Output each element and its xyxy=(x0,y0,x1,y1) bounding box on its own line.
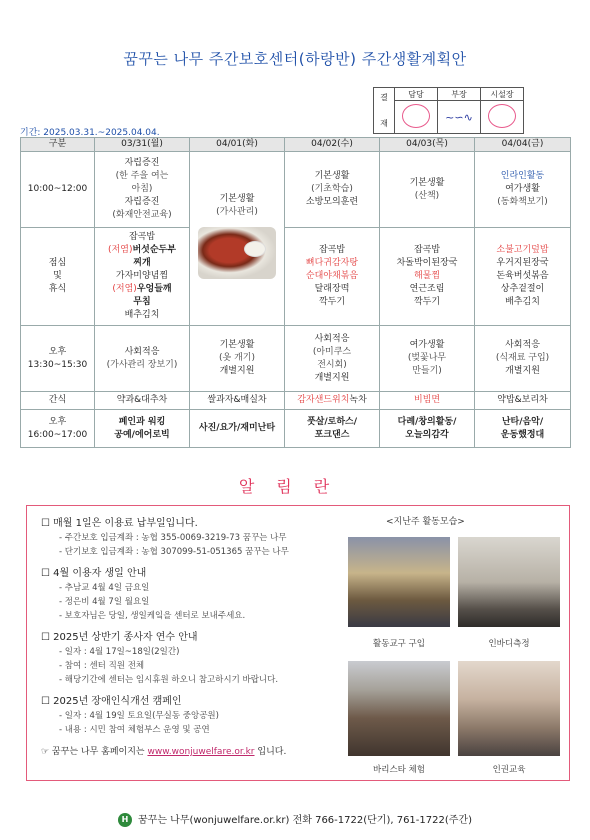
text-line: 자립증진 xyxy=(124,158,160,168)
approval-seal-staff xyxy=(395,101,438,134)
cell-mon-afternoon xyxy=(95,326,190,392)
text-line: 우엉들깨 xyxy=(136,284,172,294)
text-line: 오후 xyxy=(48,346,67,357)
cell-tue-late xyxy=(190,410,285,448)
header-category: 구분 xyxy=(21,138,95,152)
text-line: 만들기) xyxy=(412,366,442,376)
photo-barista xyxy=(348,661,450,756)
cell-thu-morning xyxy=(380,152,475,228)
cell-mon-snack: 약과&대추차 xyxy=(95,392,190,410)
time-late xyxy=(21,410,95,448)
text-line: 기본생활 xyxy=(409,177,445,188)
text-line: 감자샌드위치 xyxy=(297,395,350,405)
time-afternoon xyxy=(21,326,95,392)
text-line: (가사관리 장보기) xyxy=(106,359,178,370)
text-line: 기본생활 xyxy=(219,340,255,350)
text-line: 여가생활 xyxy=(505,184,540,194)
cell-wed-late xyxy=(285,410,380,448)
text-line: 잡곡밥 xyxy=(318,245,346,255)
text-line: (벚꽃나무 xyxy=(407,353,447,363)
cell-wed-snack xyxy=(285,392,380,410)
photo-supplies-shopping xyxy=(348,537,450,627)
footer xyxy=(0,811,590,827)
text-line: 배추김치 xyxy=(124,310,160,320)
row-snack xyxy=(21,392,571,410)
text-line: 공예/에어로빅 xyxy=(114,429,170,440)
text-line: (가사관리) xyxy=(216,207,258,217)
text-line: 잡곡밥 xyxy=(413,245,441,255)
text-line: 사진/요가/재미난타 xyxy=(198,423,276,433)
text-line: 깍두기 xyxy=(413,297,441,307)
notice-heading: ☐ 2025년 상반기 종사자 연수 안내 xyxy=(41,632,198,643)
notice-item: - 참여 : 센터 직원 전체 xyxy=(59,661,145,671)
cell-mon-late xyxy=(95,410,190,448)
header-fri: 04/04(금) xyxy=(475,138,571,152)
header-thu: 04/03(목) xyxy=(380,138,475,152)
homepage-suffix: 입니다. xyxy=(257,747,287,757)
text-line: 해물찜 xyxy=(413,271,441,281)
approval-signature-manager xyxy=(438,101,481,134)
seal-stamp-icon xyxy=(402,104,430,128)
approval-header-director: 시설장 xyxy=(481,88,524,101)
low-salt-tag: (저염) xyxy=(112,284,137,294)
notice-section-birthday xyxy=(41,566,361,623)
notice-section-training xyxy=(41,630,361,687)
text-line: 오늘의감각 xyxy=(405,429,449,440)
photo-inbody xyxy=(458,537,560,627)
text-line: 순대야채볶음 xyxy=(305,271,359,281)
text-line: 우거지된장국 xyxy=(496,258,549,268)
text-line: 소방모의훈련 xyxy=(305,197,359,207)
text-line: (식재료 구입) xyxy=(495,353,550,363)
text-line: 13:30~15:30 xyxy=(27,359,88,370)
cell-wed-lunch xyxy=(285,228,380,326)
cell-thu-afternoon xyxy=(380,326,475,392)
text-line: 사회적응 xyxy=(505,340,540,350)
text-line: 페인과 워킹 xyxy=(118,416,166,427)
text-line: (한 주을 여는 xyxy=(115,171,169,181)
text-line: 연근조림 xyxy=(409,284,445,294)
homepage-link[interactable]: www.wonjuwelfare.or.kr xyxy=(147,747,255,757)
notice-item: - 주간보호 입금계좌 : 농협 355-0069-3219-73 꿈꾸는 나무 xyxy=(59,533,287,543)
text-line: (동화책보기) xyxy=(497,197,548,207)
text-line: 녹차 xyxy=(349,395,367,405)
approval-seal-director xyxy=(481,101,524,134)
cell-thu-lunch xyxy=(380,228,475,326)
notice-heading: ☐ 매월 1일은 이용료 납부일입니다. xyxy=(41,518,198,529)
footer-text: 꿈꾸는 나무(wonjuwelfare.or.kr) 전화 766-1722(단기), 761-1722(주간) xyxy=(138,815,472,826)
text-line: 뼈다귀감자탕 xyxy=(305,258,359,268)
notice-list xyxy=(41,516,361,757)
center-logo-icon: H xyxy=(118,813,132,827)
homepage-line xyxy=(41,744,361,757)
text-line: 기본생활 xyxy=(219,194,255,204)
text-line: 달래장떡 xyxy=(314,284,350,294)
schedule-period: 기간: 2025.03.31.~2025.04.04. xyxy=(20,128,160,138)
text-line: 잡곡밥 xyxy=(128,232,156,242)
notice-item: - 정은비 4월 7일 월요일 xyxy=(59,597,150,607)
text-line: 찌개 xyxy=(133,258,151,268)
weekly-schedule-table xyxy=(20,137,571,448)
text-line: 휴식 xyxy=(48,284,67,294)
text-line: 풋살/로하스/ xyxy=(306,416,358,427)
lunch-photo xyxy=(198,227,276,279)
header-tue: 04/01(화) xyxy=(190,138,285,152)
time-morning: 10:00~12:00 xyxy=(21,152,95,228)
cell-mon-morning xyxy=(95,152,190,228)
cell-fri-late xyxy=(475,410,571,448)
cell-thu-snack: 비빔면 xyxy=(380,392,475,410)
text-line: 오후 xyxy=(48,416,67,427)
text-line: 전시회) xyxy=(317,359,347,370)
cell-thu-late xyxy=(380,410,475,448)
text-line: (옷 개기) xyxy=(219,353,255,363)
cell-tue-afternoon xyxy=(190,326,285,392)
text-line: 개별지원 xyxy=(505,366,540,376)
text-line: 차돌박이된장국 xyxy=(396,258,458,268)
text-line: 난타/음악/ xyxy=(501,416,544,427)
low-salt-tag: (저염) xyxy=(108,245,133,255)
approval-label: 결 재 xyxy=(374,88,395,134)
approval-header-staff: 담당 xyxy=(395,88,438,101)
text-line: 및 xyxy=(53,271,62,281)
approval-box xyxy=(373,87,524,134)
cell-wed-morning xyxy=(285,152,380,228)
text-line: 운동했정대 xyxy=(500,429,545,440)
gallery-label: <지난주 활동모습> xyxy=(386,517,465,527)
signature-icon: ~∽∿ xyxy=(445,110,473,124)
text-line: 소불고기덮밥 xyxy=(496,245,549,255)
header-wed: 04/02(수) xyxy=(285,138,380,152)
text-line: 돈육버섯볶음 xyxy=(496,271,549,281)
notice-item: - 단기보호 입금계좌 : 농협 307099-51-051365 꿈꾸는 나무 xyxy=(59,547,289,557)
photo-caption: 인바디측정 xyxy=(488,639,530,649)
text-line: 여가생활 xyxy=(409,340,445,350)
header-mon: 03/31(월) xyxy=(95,138,190,152)
text-line: 아침) xyxy=(131,184,153,194)
text-line: 무침 xyxy=(133,297,151,307)
notice-item: - 해당기간에 센터는 임시휴원 하오니 참고하시기 바랍니다. xyxy=(59,675,279,685)
notice-title: 알림란 xyxy=(238,477,352,496)
cell-tue-snack: 쌀과자&매실차 xyxy=(190,392,285,410)
text-line: 자립증진 xyxy=(124,197,160,207)
homepage-prefix: ☞ 꿈꾸는 나무 홈페이지는 xyxy=(41,747,145,757)
text-line: 개별지원 xyxy=(219,366,255,376)
cell-fri-afternoon xyxy=(475,326,571,392)
text-line: (아미쿠스 xyxy=(312,346,352,357)
notice-heading: ☐ 4월 이용자 생일 안내 xyxy=(41,568,147,579)
cell-fri-lunch xyxy=(475,228,571,326)
notice-item: - 보호자님은 당일, 생일케잌을 센터로 보내주세요. xyxy=(59,611,246,621)
cell-wed-afternoon xyxy=(285,326,380,392)
time-lunch xyxy=(21,228,95,326)
cell-tue-morning-lunch xyxy=(190,152,285,326)
row-morning xyxy=(21,152,571,228)
text-line: 상추겉절이 xyxy=(500,284,545,294)
row-late-afternoon xyxy=(21,410,571,448)
snack-label: 간식 xyxy=(21,392,95,410)
approval-header-manager: 부장 xyxy=(438,88,481,101)
text-line: 기본생활 xyxy=(314,171,350,181)
photo-caption: 활동교구 구입 xyxy=(373,639,425,649)
text-line: 인라인활동 xyxy=(500,171,545,181)
photo-caption: 인권교육 xyxy=(492,765,526,775)
text-line: 점심 xyxy=(48,258,67,268)
cell-mon-lunch xyxy=(95,228,190,326)
notice-item: - 내용 : 시민 참여 체험부스 운영 및 공연 xyxy=(59,725,210,735)
text-line: 사회적응 xyxy=(124,346,160,357)
seal-stamp-icon xyxy=(488,104,516,128)
text-line: 포크댄스 xyxy=(314,429,350,440)
notice-section-fee xyxy=(41,516,361,559)
text-line: 다례/창의활동/ xyxy=(397,416,457,427)
notice-item: - 일자 : 4월 19일 토요일(무실동 중앙공원) xyxy=(59,711,219,721)
schedule-header-row xyxy=(21,138,571,152)
text-line: 개별지원 xyxy=(314,372,350,383)
text-line: 버섯순두부 xyxy=(132,245,176,255)
cell-fri-morning xyxy=(475,152,571,228)
cell-fri-snack: 약밥&보리차 xyxy=(475,392,571,410)
page-title: 꿈꾸는 나무 주간보호센터(하랑반) 주간생활계획안 xyxy=(123,50,467,68)
row-lunch xyxy=(21,228,571,326)
notice-heading: ☐ 2025년 장애인식개선 캠페인 xyxy=(41,696,182,707)
text-line: 사회적응 xyxy=(314,333,350,344)
notice-item: - 일자 : 4월 17일~18일(2일간) xyxy=(59,647,180,657)
text-line: 깍두기 xyxy=(318,297,346,307)
text-line: 16:00~17:00 xyxy=(27,429,88,440)
row-afternoon xyxy=(21,326,571,392)
text-line: 배추김치 xyxy=(505,297,540,307)
photo-human-rights xyxy=(458,661,560,756)
text-line: (산책) xyxy=(414,190,440,201)
text-line: 가자미양념찜 xyxy=(115,271,169,281)
photo-caption: 바리스타 체험 xyxy=(373,765,425,775)
text-line: (기초학습) xyxy=(311,184,353,194)
notice-item: - 추남교 4월 4일 금요일 xyxy=(59,583,150,593)
notice-section-campaign xyxy=(41,694,361,737)
text-line: (화재안전교육) xyxy=(112,210,172,220)
